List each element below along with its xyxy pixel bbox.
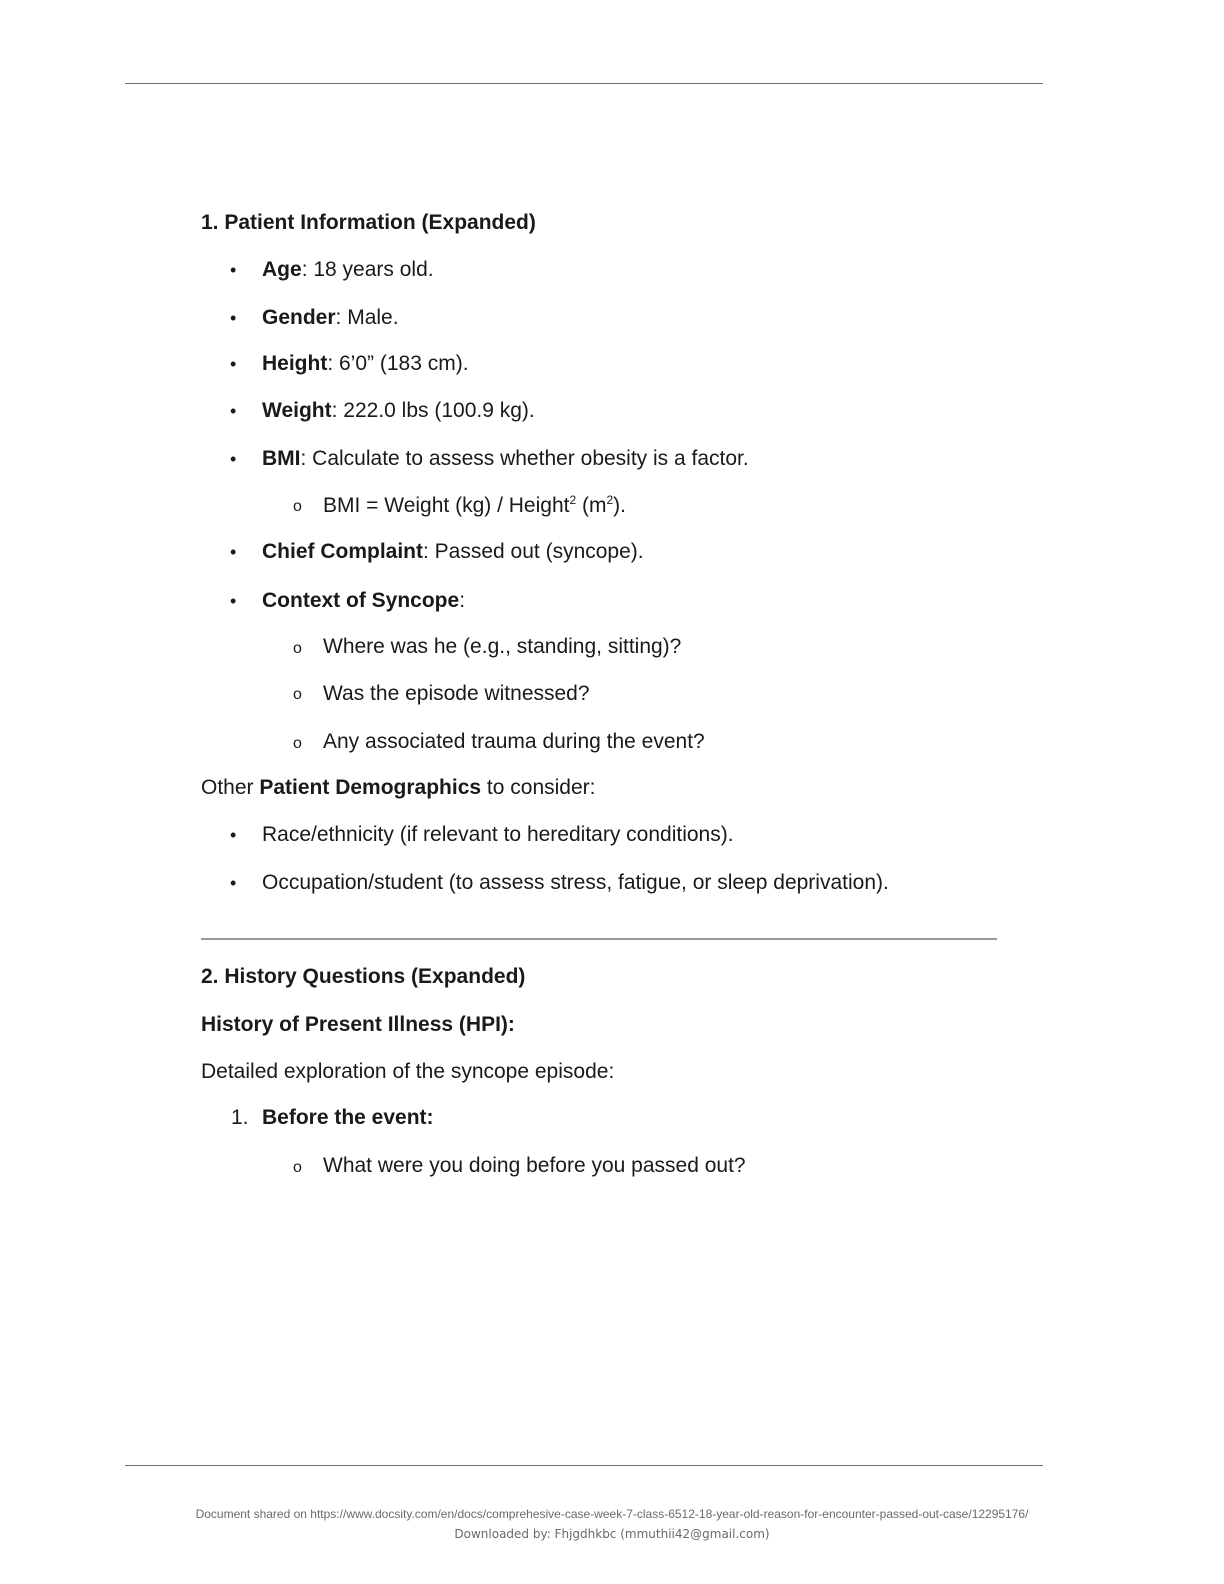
item-text: : 6’0” (183 cm). [327, 352, 469, 375]
context-item: Any associated trauma during the event? [323, 730, 705, 753]
item-label: Gender [262, 306, 336, 329]
list-item-gender [262, 305, 399, 331]
formula-text: BMI = Weight (kg) / Height [323, 494, 570, 517]
list-item-weight [262, 398, 535, 424]
item-label: BMI [262, 447, 301, 470]
top-rule [125, 83, 1043, 84]
sub-item-question: What were you doing before you passed out? [323, 1154, 746, 1177]
circle-bullet-icon: o [293, 686, 302, 703]
item-text: : 222.0 lbs (100.9 kg). [331, 399, 535, 422]
subheading-hpi: History of Present Illness (HPI): [201, 1013, 515, 1036]
paragraph-text: Other [201, 776, 260, 799]
demographics-paragraph [201, 775, 596, 801]
formula-text: ). [613, 494, 626, 517]
bullet-icon: • [230, 591, 237, 611]
item-text: : Calculate to assess whether obesity is a factor. [300, 447, 749, 470]
bullet-icon: • [230, 308, 237, 328]
bullet-icon: • [230, 354, 237, 374]
formula-exponent: 2 [569, 493, 577, 507]
list-item-demographic: Race/ethnicity (if relevant to hereditary conditions). [262, 823, 734, 846]
page-number-fragment [955, 1466, 995, 1472]
paragraph-bold: Patient Demographics [259, 776, 482, 799]
bullet-icon: • [230, 260, 237, 280]
list-item-bmi [262, 446, 749, 472]
bullet-icon: • [230, 542, 237, 562]
section-heading-history: 2. History Questions (Expanded) [201, 965, 526, 988]
footer-downloaded-by: Downloaded by: Fhjgdhkbc (mmuthii42@gmail.com) [454, 1527, 770, 1541]
bullet-icon: • [230, 825, 237, 845]
footer-shared-link[interactable]: Document shared on https://www.docsity.com/en/docs/comprehesive-case-week-7-class-6512-18-year-old-reason-for-encounter-passed-out-case/12295176/ [195, 1507, 1029, 1521]
item-label: Weight [262, 399, 332, 422]
numbered-item-before-event: Before the event: [262, 1106, 434, 1129]
circle-bullet-icon: o [293, 640, 302, 657]
section-heading-patient-info: 1. Patient Information (Expanded) [201, 211, 536, 234]
bottom-rule [125, 1465, 1043, 1466]
context-item: Was the episode witnessed? [323, 682, 590, 705]
item-label: Context of Syncope [262, 589, 460, 612]
item-text: : [459, 589, 466, 612]
formula-text: (m [576, 494, 607, 517]
formula-exponent: 2 [606, 493, 614, 507]
list-item-height [262, 351, 469, 377]
bmi-formula [323, 493, 626, 519]
item-text: : 18 years old. [301, 258, 434, 281]
bullet-icon: • [230, 449, 237, 469]
section-divider [201, 938, 997, 940]
circle-bullet-icon: o [293, 735, 302, 752]
item-label: Height [262, 352, 328, 375]
hpi-intro: Detailed exploration of the syncope episode: [201, 1060, 615, 1083]
list-item-chief-complaint [262, 539, 644, 565]
bullet-icon: • [230, 401, 237, 421]
bullet-icon: • [230, 873, 237, 893]
item-label: Chief Complaint [262, 540, 423, 563]
item-text: : Passed out (syncope). [423, 540, 644, 563]
item-label: Age [262, 258, 302, 281]
list-item-demographic: Occupation/student (to assess stress, fatigue, or sleep deprivation). [262, 871, 889, 894]
context-item: Where was he (e.g., standing, sitting)? [323, 635, 682, 658]
circle-bullet-icon: o [293, 498, 302, 515]
numbered-marker: 1. [231, 1106, 249, 1129]
list-item-age [262, 257, 434, 283]
circle-bullet-icon: o [293, 1159, 302, 1176]
paragraph-text: to consider: [481, 776, 596, 799]
list-item-context [262, 588, 465, 614]
item-text: : Male. [335, 306, 399, 329]
